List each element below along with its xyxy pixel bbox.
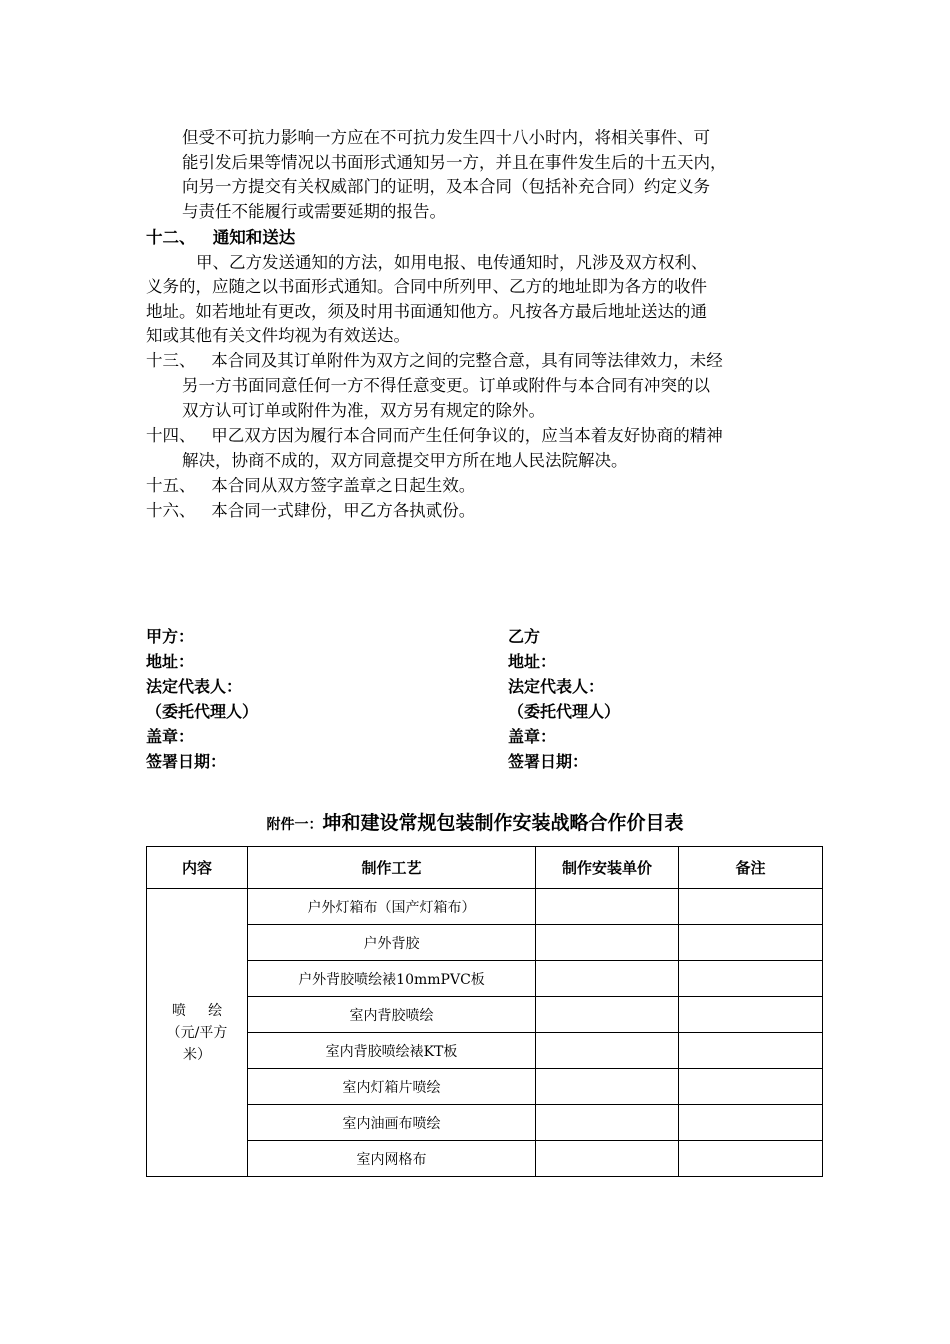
category-line: 喷 绘	[171, 1002, 223, 1019]
clause-line: 知或其他有关文件均视为有效送达。	[146, 326, 410, 345]
clause-16: 十六、 本合同一式肆份，甲乙方各执贰份。	[146, 501, 476, 520]
party-b-seal: 盖章：	[508, 727, 557, 746]
craft-cell: 户外背胶	[248, 925, 536, 961]
clause-14: 十四、 甲乙双方因为履行本合同而产生任何争议的，应当本着友好协商的精神	[146, 426, 723, 445]
header-content: 内容	[147, 847, 248, 889]
party-a-label: 甲方：	[146, 627, 195, 646]
craft-cell: 室内背胶喷绘	[248, 997, 536, 1033]
price-cell	[536, 997, 679, 1033]
price-cell	[536, 1141, 679, 1177]
header-note: 备注	[679, 847, 823, 889]
note-cell	[679, 1033, 823, 1069]
clause-15: 十五、 本合同从双方签字盖章之日起生效。	[146, 476, 476, 495]
section-heading-12: 十二、 通知和送达	[146, 228, 296, 247]
clause-line: 义务的，应随之以书面形式通知。合同中所列甲、乙方的地址即为各方的收件	[146, 277, 707, 296]
table-row	[147, 889, 823, 925]
clause-line: 但受不可抗力影响一方应在不可抗力发生四十八小时内，将相关事件、可	[182, 128, 710, 147]
note-cell	[679, 961, 823, 997]
table-row	[147, 1069, 823, 1105]
party-b-agent: （委托代理人）	[508, 702, 621, 721]
craft-cell: 户外背胶喷绘裱10mmPVC板	[248, 961, 536, 997]
clause-line: 解决，协商不成的，双方同意提交甲方所在地人民法院解决。	[182, 451, 628, 470]
clause-line: 双方认可订单或附件为准，双方另有规定的除外。	[182, 401, 545, 420]
price-cell	[536, 889, 679, 925]
clause-line: 能引发后果等情况以书面形式通知另一方，并且在事件发生后的十五天内，	[182, 153, 727, 172]
craft-cell: 室内背胶喷绘裱KT板	[248, 1033, 536, 1069]
header-craft: 制作工艺	[248, 847, 536, 889]
note-cell	[679, 997, 823, 1033]
party-a-address: 地址：	[146, 652, 195, 671]
craft-cell: 室内网格布	[248, 1141, 536, 1177]
note-cell	[679, 889, 823, 925]
price-cell	[536, 1033, 679, 1069]
header-unit-price: 制作安装单价	[536, 847, 679, 889]
craft-cell: 户外灯箱布（国产灯箱布）	[248, 889, 536, 925]
price-table	[146, 846, 823, 1177]
clause-line: 地址。如若地址有更改，须及时用书面通知他方。凡按各方最后地址送达的通	[146, 302, 707, 321]
price-cell	[536, 961, 679, 997]
note-cell	[679, 925, 823, 961]
party-a-agent: （委托代理人）	[146, 702, 259, 721]
clause-line: 与责任不能履行或需要延期的报告。	[182, 202, 446, 221]
attachment-title	[0, 808, 950, 835]
table-row	[147, 1141, 823, 1177]
table-row	[147, 1033, 823, 1069]
party-b-address: 地址：	[508, 652, 557, 671]
clause-line: 另一方书面同意任何一方不得任意变更。订单或附件与本合同有冲突的以	[182, 376, 710, 395]
clause-13: 十三、 本合同及其订单附件为双方之间的完整合意，具有同等法律效力，未经	[146, 351, 723, 370]
attachment-title-text: 坤和建设常规包装制作安装战略合作价目表	[322, 812, 684, 834]
party-a-seal: 盖章：	[146, 727, 195, 746]
craft-cell: 室内灯箱片喷绘	[248, 1069, 536, 1105]
category-cell	[147, 889, 248, 1177]
table-row	[147, 997, 823, 1033]
table-row	[147, 925, 823, 961]
category-line: （元/平方	[166, 1024, 228, 1041]
party-b-sign-date: 签署日期：	[508, 752, 589, 771]
table-header-row	[147, 847, 823, 889]
attachment-prefix: 附件一：	[266, 817, 323, 833]
price-cell	[536, 925, 679, 961]
party-b-label: 乙方	[508, 627, 541, 646]
party-b-legal-rep: 法定代表人：	[508, 677, 605, 696]
category-line: 米）	[183, 1046, 211, 1063]
party-a-sign-date: 签署日期：	[146, 752, 227, 771]
clause-line: 向另一方提交有关权威部门的证明，及本合同（包括补充合同）约定义务	[182, 177, 710, 196]
price-cell	[536, 1069, 679, 1105]
craft-cell: 室内油画布喷绘	[248, 1105, 536, 1141]
note-cell	[679, 1105, 823, 1141]
price-cell	[536, 1105, 679, 1141]
note-cell	[679, 1069, 823, 1105]
table-row	[147, 1105, 823, 1141]
party-a-legal-rep: 法定代表人：	[146, 677, 243, 696]
clause-line: 甲、乙方发送通知的方法，如用电报、电传通知时，凡涉及双方权利、	[196, 253, 708, 272]
table-row	[147, 961, 823, 997]
note-cell	[679, 1141, 823, 1177]
